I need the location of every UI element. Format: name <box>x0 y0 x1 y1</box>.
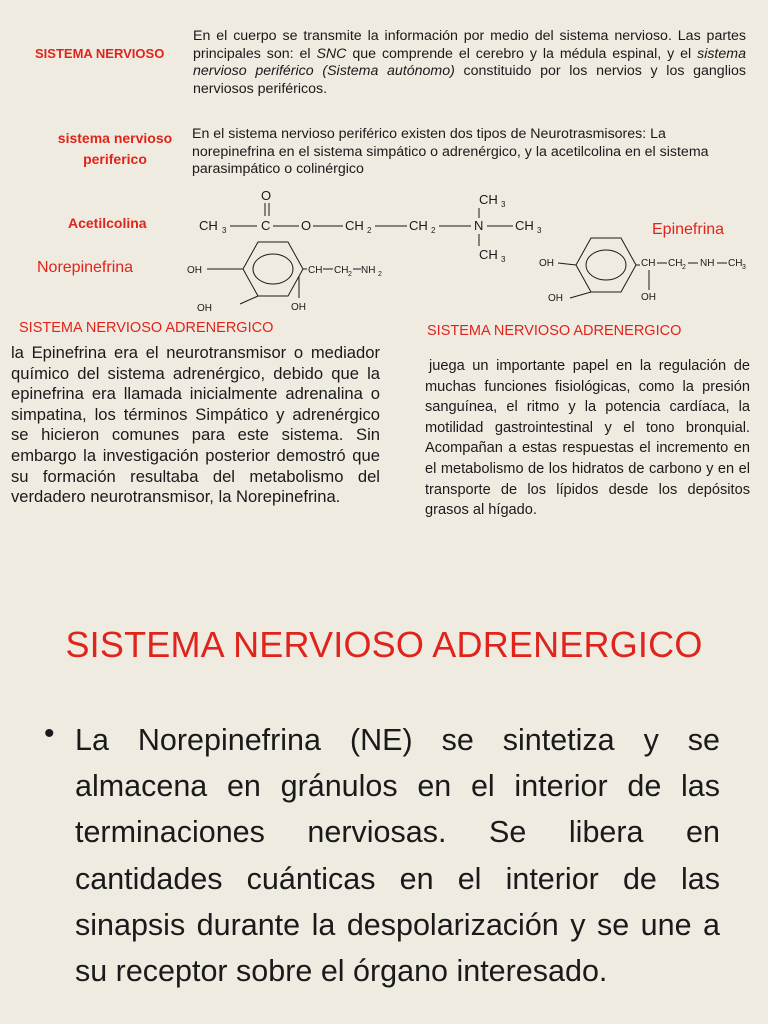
acetyl-o: O <box>301 218 312 233</box>
intro-part3: constituido por los nervios y los ganglios nerviosos periféricos. <box>193 63 746 97</box>
intro-paragraph <box>193 28 746 98</box>
epi-ch: CH <box>641 258 656 269</box>
acetyl-ch3: CH <box>199 218 218 233</box>
ne-oh-bottom: OH <box>197 303 212 314</box>
bullet-icon: • <box>44 717 55 750</box>
acetyl-ch3-bottom: CH <box>479 247 498 262</box>
epi-ch2: CH <box>668 258 683 269</box>
acetyl-ch3-right: CH <box>515 218 534 233</box>
carbonyl-oxygen: O <box>261 188 272 203</box>
acetyl-ch2-b: CH <box>409 218 428 233</box>
svg-text:3: 3 <box>501 255 506 264</box>
ne-nh2: NH <box>361 265 376 276</box>
svg-text:2: 2 <box>431 226 436 235</box>
ne-ch: CH <box>308 265 323 276</box>
acetilcolina-label: Acetilcolina <box>68 215 147 231</box>
epinefrina-label: Epinefrina <box>652 221 725 238</box>
sistema-nervioso-label: SISTEMA NERVIOSO <box>35 46 165 61</box>
intro-snc: SNC <box>316 45 347 62</box>
ne-oh-left: OH <box>187 265 202 276</box>
slide-bullet-text: La Norepinefrina (NE) se sintetiza y se almacena en gránulos en el interior de las terminaciones nerviosas. Se libera en cantidades cuánticas en el interior de las sinapsis durante la despolarización y se une a su receptor sobre el órgano interesado. <box>75 723 720 989</box>
left-section-text: la Epinefrina era el neurotransmisor o mediador químico del sistema adrenérgico, debido que la epinefrina era llamada inicialmente adrenalina o simpatina, los términos Simpático y adrenérgico se hicieron comunes para este sistema. Sin embargo la investigación posterior demostró que su formación resultaba del metabolismo del verdadero neurotransmisor, la Norepinefrina. <box>11 343 380 507</box>
svg-text:2: 2 <box>348 271 352 278</box>
epi-oh-side: OH <box>641 292 656 303</box>
svg-text:3: 3 <box>742 264 746 271</box>
norepinefrina-label: Norepinefrina <box>37 259 134 276</box>
svg-text:3: 3 <box>222 226 227 235</box>
svg-text:3: 3 <box>501 200 506 209</box>
slide-title: SISTEMA NERVIOSO ADRENERGICO <box>65 624 703 665</box>
svg-text:2: 2 <box>682 264 686 271</box>
epi-nh: NH <box>700 258 715 269</box>
intro-snp: sistema nervioso periférico (Sistema autónomo) <box>193 45 746 79</box>
acetyl-ch3-top: CH <box>479 192 498 207</box>
svg-text:2: 2 <box>378 271 382 278</box>
intro-part1: En el cuerpo se transmite la información por medio del sistema nervioso. Las partes principales son: el <box>193 28 746 62</box>
ne-oh-side: OH <box>291 302 306 313</box>
svg-text:2: 2 <box>367 226 372 235</box>
right-section-heading: SISTEMA NERVIOSO ADRENERGICO <box>427 323 682 339</box>
periferico-label-line2: periferico <box>83 151 147 167</box>
periferico-label-line1: sistema nervioso <box>57 130 173 146</box>
svg-text:3: 3 <box>537 226 542 235</box>
epi-oh-left: OH <box>539 258 554 269</box>
epinefrina-structure <box>536 234 766 314</box>
periferico-label <box>40 128 190 170</box>
epi-ch3: CH <box>728 258 743 269</box>
acetyl-n: N <box>474 218 484 233</box>
acetyl-c: C <box>261 218 271 233</box>
right-section-text: juega un importante papel en la regulación de muchas funciones fisiológicas, como la presión sanguínea, el ritmo y la potencia cardíaca, la motilidad gastrointestinal y el tono bronquial. Acompañan a estas respuestas el incremento en el metabolismo de los hidratos de carbono y en el transporte de los lípidos desde los depósitos grasos al hígado. <box>425 358 750 519</box>
periferico-paragraph: En el sistema nervioso periférico existen dos tipos de Neurotrasmisores: La norepinefrina en el sistema simpático o adrenérgico, y la acetilcolina en el sistema parasimpático o colinérgico <box>192 126 709 177</box>
left-section-heading: SISTEMA NERVIOSO ADRENERGICO <box>19 320 274 336</box>
ne-ch2: CH <box>334 265 349 276</box>
norepinefrina-structure <box>185 238 385 318</box>
epi-oh-bottom: OH <box>548 293 563 304</box>
acetyl-ch2-a: CH <box>345 218 364 233</box>
intro-part2: que comprende el cerebro y la médula espinal, y el <box>346 45 698 62</box>
